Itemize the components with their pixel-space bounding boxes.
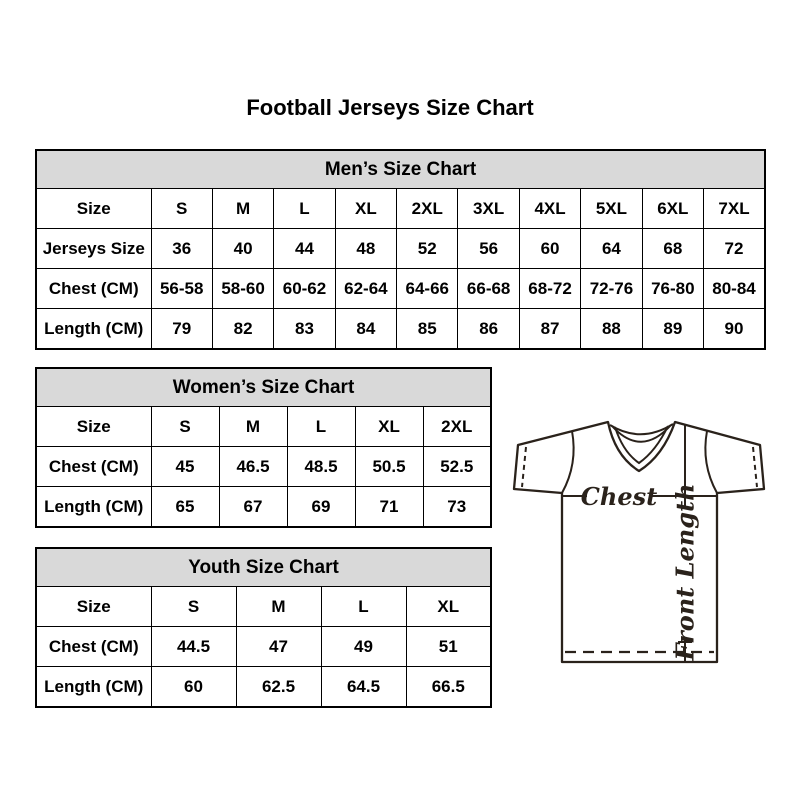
data-cell: 60: [519, 229, 580, 269]
left-cuff-dashed-line: [522, 447, 526, 487]
data-cell: 56-58: [151, 269, 212, 309]
data-cell: 89: [642, 309, 703, 350]
data-cell: XL: [406, 587, 491, 627]
table-title: Youth Size Chart: [36, 548, 491, 587]
data-cell: 4XL: [519, 189, 580, 229]
data-cell: 65: [151, 487, 219, 528]
row-header-cell: Chest (CM): [36, 269, 151, 309]
data-cell: 67: [219, 487, 287, 528]
data-cell: 48: [335, 229, 396, 269]
data-cell: 60: [151, 667, 236, 708]
right-cuff-dashed-line: [753, 447, 757, 487]
right-armhole-seam: [705, 431, 717, 493]
table-row: [36, 667, 491, 708]
data-cell: 5XL: [581, 189, 642, 229]
data-cell: 44.5: [151, 627, 236, 667]
data-cell: 52.5: [423, 447, 491, 487]
data-cell: XL: [355, 407, 423, 447]
data-cell: 79: [151, 309, 212, 350]
data-cell: 64.5: [321, 667, 406, 708]
row-header-cell: Length (CM): [36, 309, 151, 350]
data-cell: 2XL: [423, 407, 491, 447]
data-cell: 51: [406, 627, 491, 667]
data-cell: 69: [287, 487, 355, 528]
data-cell: 64-66: [397, 269, 458, 309]
data-cell: 58-60: [212, 269, 273, 309]
data-cell: 47: [236, 627, 321, 667]
data-cell: M: [219, 407, 287, 447]
data-cell: 49: [321, 627, 406, 667]
data-cell: 48.5: [287, 447, 355, 487]
chest-label: Chest: [580, 482, 658, 511]
size-table: [35, 149, 766, 350]
data-cell: S: [151, 587, 236, 627]
row-header-cell: Jerseys Size: [36, 229, 151, 269]
data-cell: L: [274, 189, 335, 229]
data-cell: 85: [397, 309, 458, 350]
jersey-measurement-diagram: [495, 400, 785, 695]
data-cell: XL: [335, 189, 396, 229]
womens-size-chart-table: [35, 367, 492, 528]
data-cell: 72-76: [581, 269, 642, 309]
data-cell: 87: [519, 309, 580, 350]
data-cell: 52: [397, 229, 458, 269]
data-cell: 83: [274, 309, 335, 350]
data-cell: 82: [212, 309, 273, 350]
data-cell: M: [236, 587, 321, 627]
table-title: Men’s Size Chart: [36, 150, 765, 189]
table-row: [36, 487, 491, 528]
table-row: [36, 229, 765, 269]
data-cell: 7XL: [704, 189, 765, 229]
data-cell: 62.5: [236, 667, 321, 708]
data-cell: 6XL: [642, 189, 703, 229]
data-cell: 45: [151, 447, 219, 487]
data-cell: M: [212, 189, 273, 229]
data-cell: 2XL: [397, 189, 458, 229]
row-header-cell: Chest (CM): [36, 447, 151, 487]
data-cell: 3XL: [458, 189, 519, 229]
data-cell: 62-64: [335, 269, 396, 309]
data-cell: S: [151, 407, 219, 447]
table-row: [36, 447, 491, 487]
row-header-cell: Length (CM): [36, 667, 151, 708]
left-armhole-seam: [562, 431, 574, 493]
table-row: [36, 309, 765, 350]
data-cell: 90: [704, 309, 765, 350]
data-cell: 88: [581, 309, 642, 350]
data-cell: 64: [581, 229, 642, 269]
page-title: Football Jerseys Size Chart: [246, 95, 534, 120]
data-cell: 68-72: [519, 269, 580, 309]
data-cell: 80-84: [704, 269, 765, 309]
jersey-outline-shape: [514, 422, 764, 662]
table-title-row: [36, 368, 491, 407]
data-cell: 72: [704, 229, 765, 269]
row-header-cell: Size: [36, 587, 151, 627]
table-row: [36, 269, 765, 309]
front-length-label: Front Length: [670, 483, 700, 661]
data-cell: 56: [458, 229, 519, 269]
size-table: [35, 547, 492, 708]
data-cell: 76-80: [642, 269, 703, 309]
data-cell: 68: [642, 229, 703, 269]
data-cell: 60-62: [274, 269, 335, 309]
size-table: [35, 367, 492, 528]
data-cell: 71: [355, 487, 423, 528]
data-cell: 86: [458, 309, 519, 350]
data-cell: 66-68: [458, 269, 519, 309]
data-cell: 40: [212, 229, 273, 269]
mens-size-chart-table: [35, 149, 766, 350]
data-cell: 73: [423, 487, 491, 528]
row-header-cell: Length (CM): [36, 487, 151, 528]
data-cell: S: [151, 189, 212, 229]
data-cell: L: [287, 407, 355, 447]
table-row: [36, 627, 491, 667]
data-cell: 66.5: [406, 667, 491, 708]
data-cell: 84: [335, 309, 396, 350]
table-title-row: [36, 150, 765, 189]
table-row: [36, 587, 491, 627]
data-cell: 44: [274, 229, 335, 269]
youth-size-chart-table: [35, 547, 492, 708]
data-cell: L: [321, 587, 406, 627]
table-row: [36, 407, 491, 447]
table-title-row: [36, 548, 491, 587]
row-header-cell: Size: [36, 407, 151, 447]
data-cell: 50.5: [355, 447, 423, 487]
data-cell: 36: [151, 229, 212, 269]
data-cell: 46.5: [219, 447, 287, 487]
row-header-cell: Size: [36, 189, 151, 229]
row-header-cell: Chest (CM): [36, 627, 151, 667]
table-row: [36, 189, 765, 229]
table-title: Women’s Size Chart: [36, 368, 491, 407]
